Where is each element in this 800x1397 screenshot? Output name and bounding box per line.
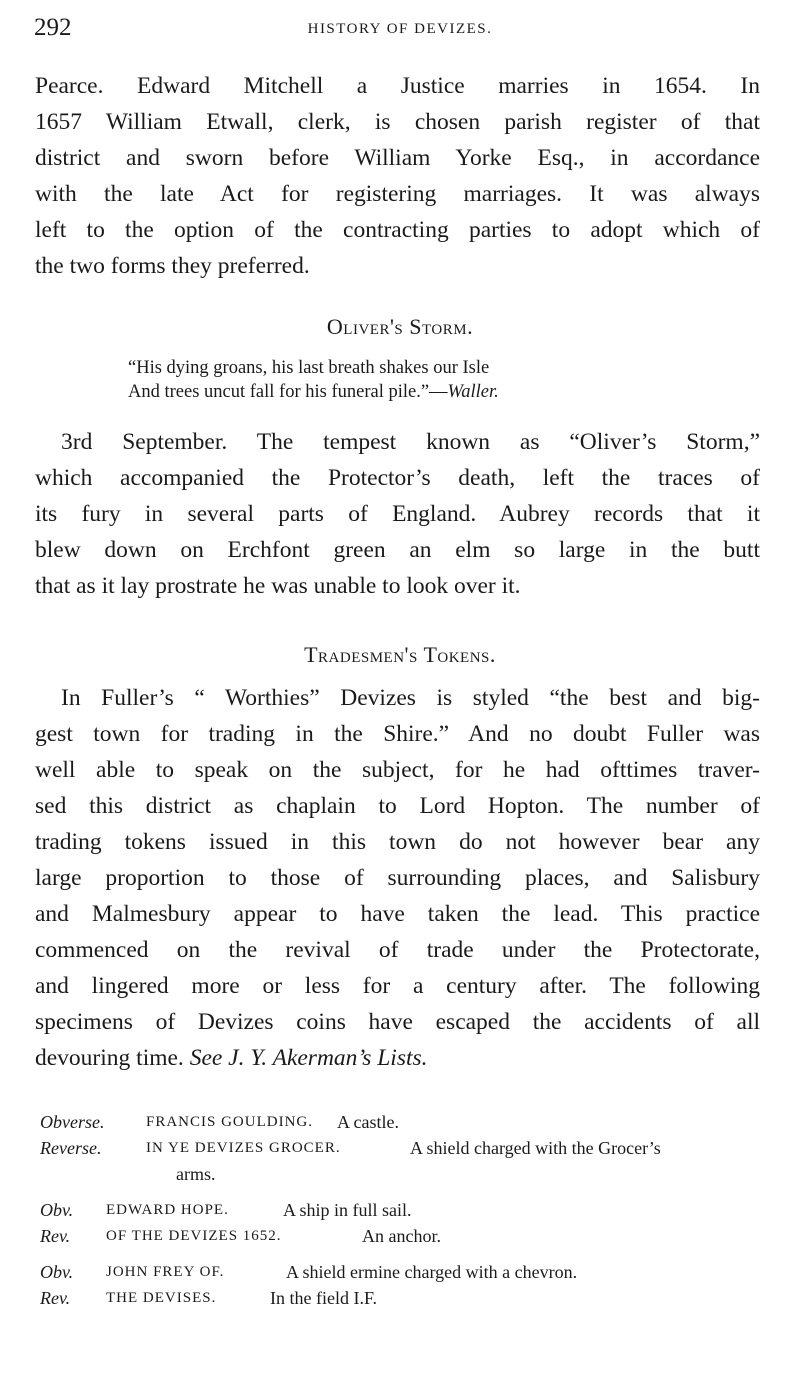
token-entry <box>40 1288 770 1314</box>
text-line: 3rd September. The tempest known as “Oliver’s Storm,” <box>61 429 760 455</box>
text-line: its fury in several parts of England. Aubrey records that it <box>35 501 760 527</box>
opening-paragraph <box>35 68 760 284</box>
text-line: devouring time. <box>35 1045 190 1071</box>
token-entry <box>40 1262 770 1288</box>
text-line: 1657 William Etwall, clerk, is chosen parish register of that <box>35 109 760 135</box>
storm-paragraph <box>35 424 760 604</box>
text-line: specimens of Devizes coins have escaped the accidents of all <box>35 1009 760 1035</box>
text-line: sed this district as chaplain to Lord Hopton. The number of <box>35 793 760 819</box>
token-entry <box>40 1226 770 1262</box>
token-legend: EDWARD HOPE. <box>106 1202 229 1218</box>
epigraph-author: Waller. <box>447 382 499 402</box>
text-line: and Malmesbury appear to have taken the lead. This practice <box>35 901 760 927</box>
text-line: district and sworn before William Yorke Esq., in accordance <box>35 145 760 171</box>
token-description: A shield ermine charged with a chevron. <box>286 1262 578 1282</box>
token-legend: FRANCIS GOULDING. <box>146 1114 314 1130</box>
token-legend: OF THE DEVIZES 1652. <box>106 1228 282 1244</box>
section-heading-tradesmens-tokens: Tradesmen's Tokens. <box>304 642 496 667</box>
token-legend: THE DEVISES. <box>106 1290 217 1306</box>
text-line: trading tokens issued in this town do not however bear any <box>35 829 760 855</box>
token-description: A ship in full sail. <box>283 1200 412 1220</box>
token-list <box>40 1112 770 1314</box>
text-line: and lingered more or less for a century after. The following <box>35 973 760 999</box>
epigraph <box>128 356 499 404</box>
token-side: Obverse. <box>40 1112 105 1132</box>
text-line: that as it lay prostrate he was unable to look over it. <box>35 573 521 599</box>
text-line: the two forms they preferred. <box>35 253 310 279</box>
token-side: Reverse. <box>40 1138 102 1158</box>
token-description-continued: arms. <box>176 1164 216 1184</box>
text-line: left to the option of the contracting parties to adopt which of <box>35 217 760 243</box>
text-line: which accompanied the Protector’s death, left the traces of <box>35 465 760 491</box>
text-line: gest town for trading in the Shire.” And no doubt Fuller was <box>35 721 760 747</box>
token-description: A castle. <box>337 1112 399 1132</box>
page-header <box>34 14 766 44</box>
text-line: with the late Act for registering marriages. It was always <box>35 181 760 207</box>
reference-citation: See J. Y. Akerman’s Lists. <box>189 1045 428 1071</box>
text-line: well able to speak on the subject, for he had ofttimes traver- <box>35 757 760 783</box>
text-line: Pearce. Edward Mitchell a Justice marries in 1654. In <box>35 73 760 99</box>
token-entry <box>40 1200 770 1226</box>
token-side: Obv. <box>40 1262 74 1282</box>
token-entry <box>40 1112 770 1138</box>
token-legend: IN YE DEVIZES GROCER. <box>146 1140 341 1156</box>
text-line: commenced on the revival of trade under the Protectorate, <box>35 937 760 963</box>
tokens-paragraph <box>35 680 760 1076</box>
token-side: Rev. <box>40 1288 71 1308</box>
running-title: HISTORY OF DEVIZES. <box>307 21 493 37</box>
token-description: An anchor. <box>362 1226 441 1246</box>
token-entry <box>40 1138 770 1164</box>
token-legend: JOHN FREY OF. <box>106 1264 225 1280</box>
text-line: large proportion to those of surrounding places, and Salisbury <box>35 865 760 891</box>
text-line: In Fuller’s “ Worthies” Devizes is styled “the best and big- <box>61 685 760 711</box>
section-heading-olivers-storm: Oliver's Storm. <box>326 314 474 339</box>
token-description: A shield charged with the Grocer’s <box>410 1138 661 1158</box>
token-side: Rev. <box>40 1226 71 1246</box>
token-continuation <box>40 1164 770 1200</box>
token-side: Obv. <box>40 1200 74 1220</box>
token-description: In the field I.F. <box>270 1288 378 1308</box>
epigraph-line: And trees uncut fall for his funeral pile.”— <box>128 382 448 402</box>
text-line: blew down on Erchfont green an elm so large in the butt <box>35 537 760 563</box>
epigraph-line: “His dying groans, his last breath shakes our Isle <box>128 358 490 378</box>
page-number: 292 <box>34 14 72 41</box>
